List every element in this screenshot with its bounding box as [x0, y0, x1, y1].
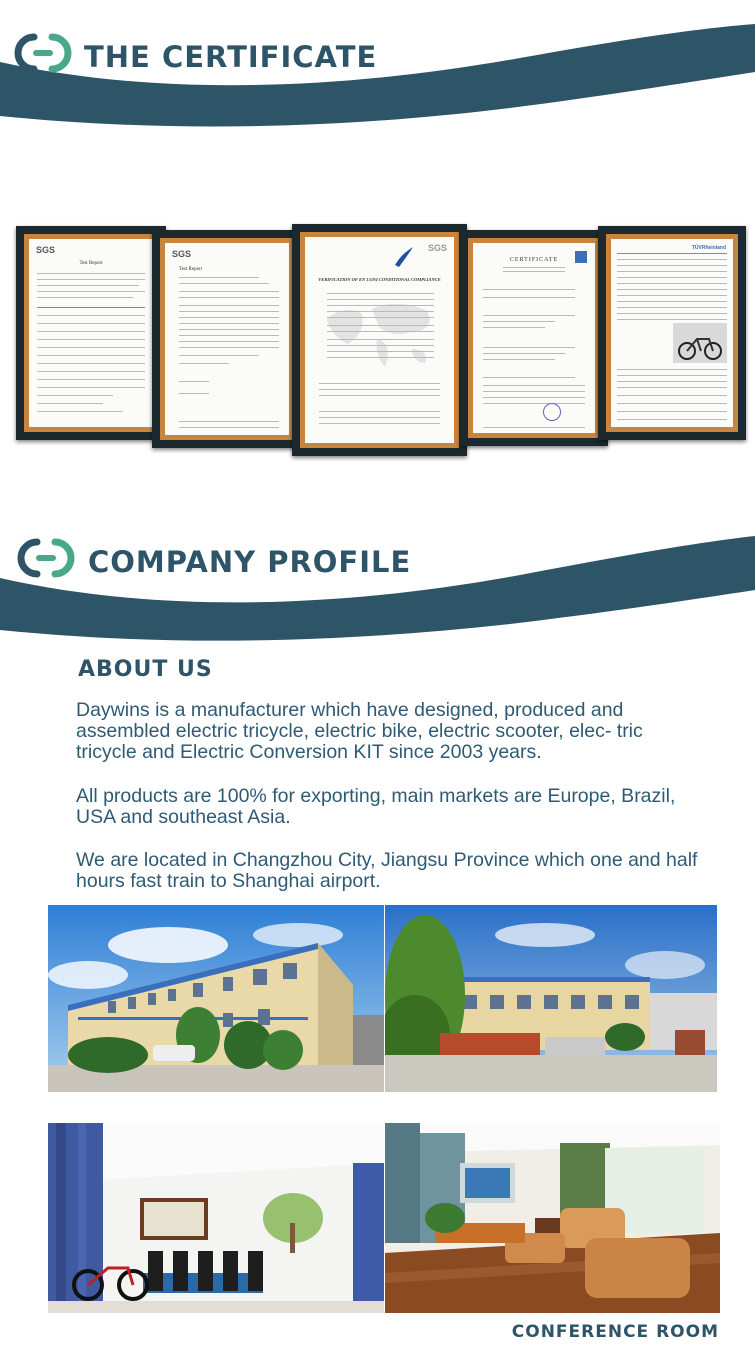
about-paragraph-2: All products are 100% for exporting, main markets are Europe, Brazil, USA and southeast Asia. — [76, 785, 676, 828]
factory-gate-photo — [385, 905, 717, 1092]
certificate-title: VERIFICATION OF EN 15194 CONDITIONAL COMPLIANCE — [318, 277, 441, 282]
certificate-frame — [598, 226, 746, 440]
certificate-frame — [16, 226, 166, 440]
conference-room-photo — [385, 1123, 720, 1313]
certificate-title: Test Report — [179, 267, 203, 272]
certificate-frame — [152, 230, 302, 448]
about-paragraph-1: Daywins is a manufacturer which have designed, produced and assembled electric tricycle, electric bike, electric scooter, elec- tric tricycle and Electric Conversion KIT since 2003 years. — [76, 699, 643, 763]
certificate-heading: THE CERTIFICATE — [84, 40, 378, 74]
company-logo-icon — [14, 33, 72, 77]
certificate-brand: TÜVRheinland — [691, 245, 726, 251]
about-paragraph-3: We are located in Changzhou City, Jiangsu Province which one and half hours fast train to Shanghai airport. — [76, 849, 698, 892]
company-profile-banner — [0, 520, 755, 650]
certificate-brand: SGS — [172, 249, 192, 259]
factory-building-photo — [48, 905, 384, 1092]
tuv-logo-icon — [575, 251, 587, 263]
certificate-title: CERTIFICATE — [509, 257, 559, 263]
world-map-watermark — [317, 289, 442, 379]
bird-logo-icon — [393, 245, 415, 269]
certificate-frame — [460, 230, 608, 446]
company-profile-heading: COMPANY PROFILE — [88, 545, 412, 579]
certificate-frame — [292, 224, 467, 456]
certificate-brand: SGS — [427, 243, 447, 253]
stamp-icon — [543, 403, 561, 421]
meeting-room-photo — [48, 1123, 384, 1313]
certificate-title: Test Report — [79, 261, 103, 266]
ebike-photo — [673, 323, 727, 363]
about-us-title: ABOUT US — [78, 657, 213, 682]
company-logo-icon — [17, 538, 75, 582]
conference-room-caption: CONFERENCE ROOM — [511, 1322, 719, 1342]
certificate-brand: SGS — [36, 245, 56, 255]
